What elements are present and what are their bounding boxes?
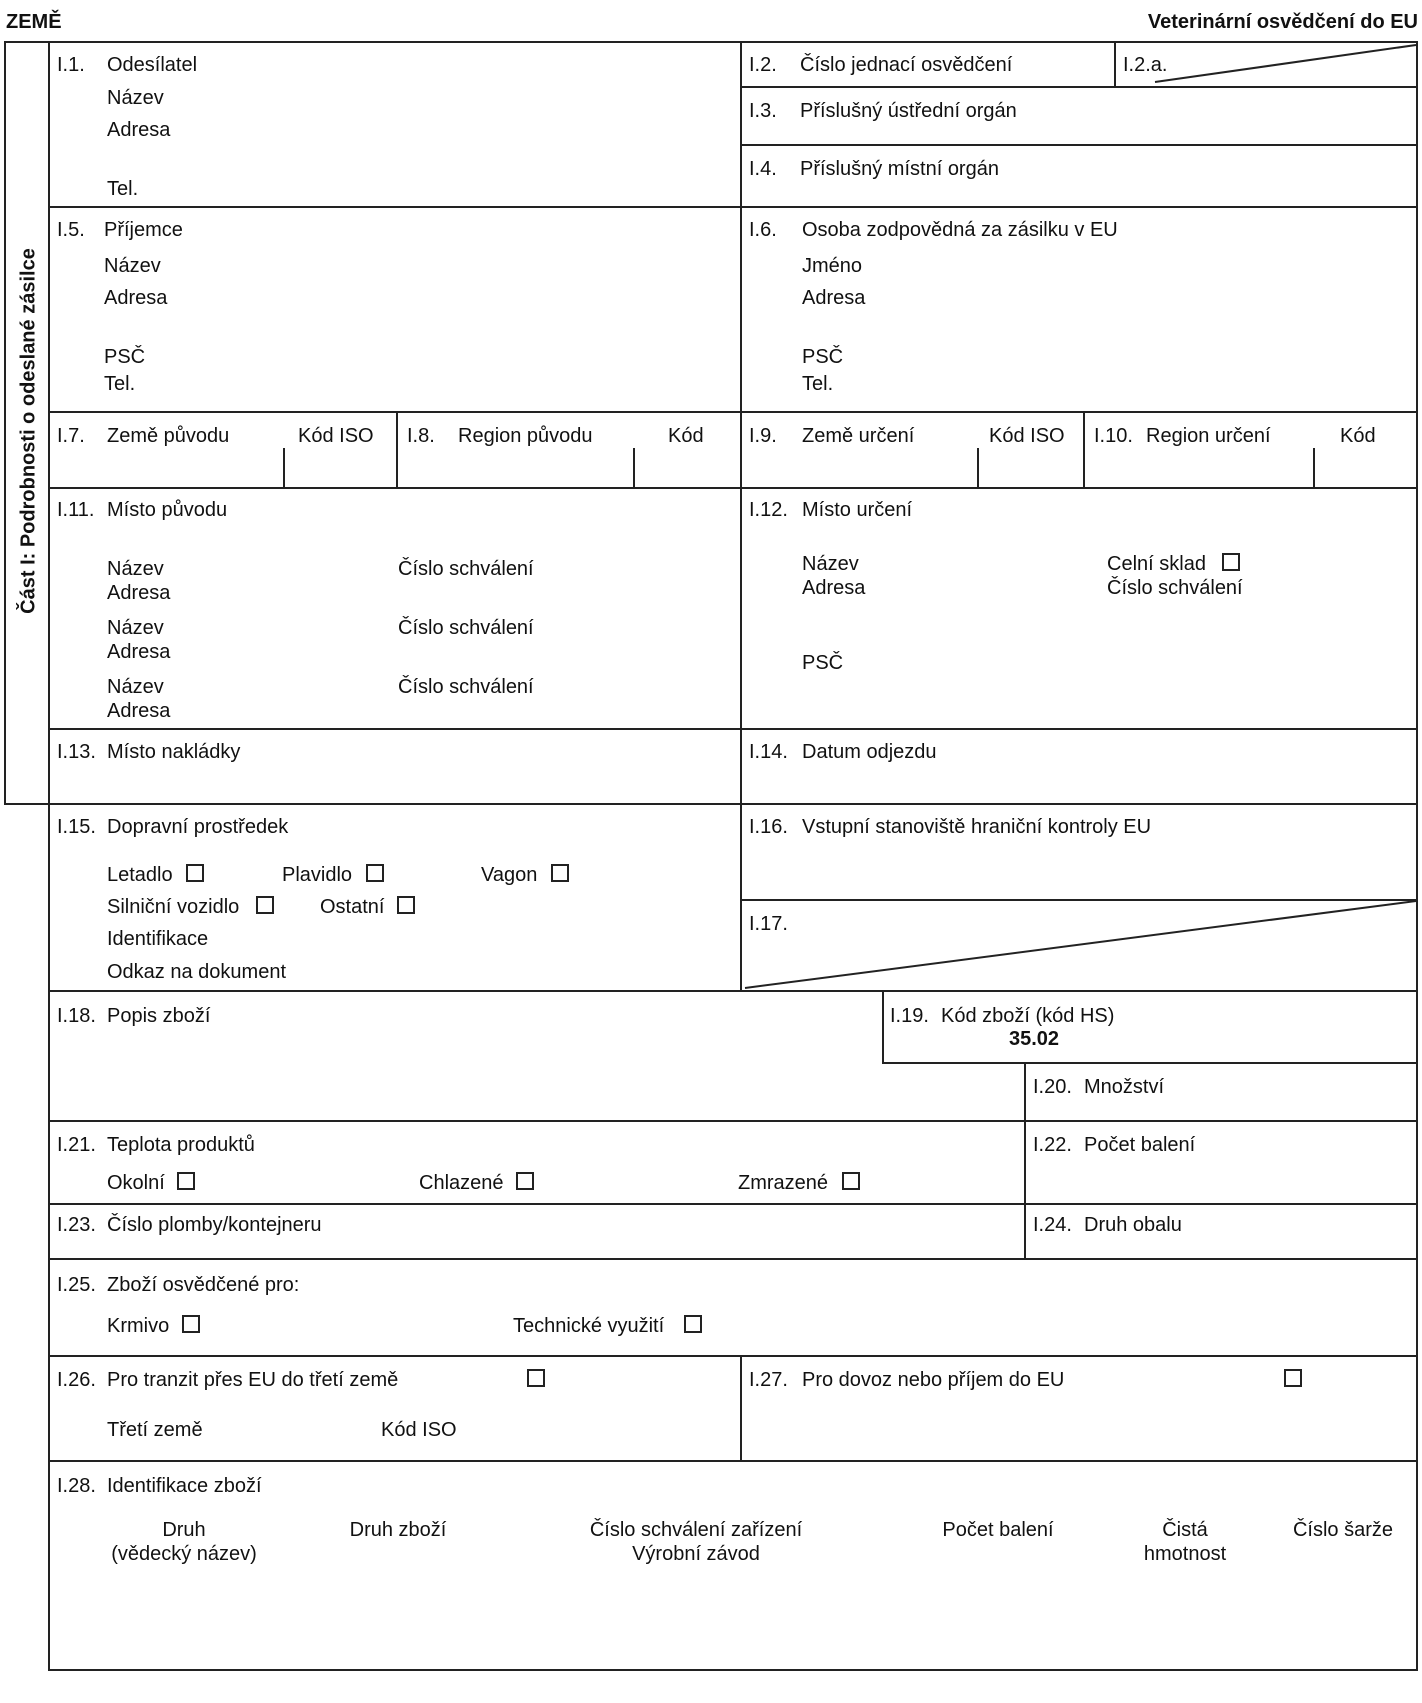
part-one-side-label: Část I: Podrobnosti o odeslané zásilce xyxy=(17,248,40,614)
ship-checkbox[interactable] xyxy=(366,864,384,882)
commodity-code-value: 35.02 xyxy=(1009,1028,1060,1050)
col-approval: Číslo schválení zařízení xyxy=(589,1519,803,1541)
import-checkbox[interactable] xyxy=(1284,1369,1302,1387)
airplane-checkbox[interactable] xyxy=(186,864,204,882)
chilled-checkbox[interactable] xyxy=(516,1172,534,1190)
other-transport-checkbox[interactable] xyxy=(397,896,415,914)
col-species-sub: (vědecký název) xyxy=(111,1543,257,1565)
header-certificate-title: Veterinární osvědčení do EU xyxy=(1147,11,1418,33)
customs-warehouse-checkbox[interactable] xyxy=(1222,553,1240,571)
col-packages: Počet balení xyxy=(942,1519,1054,1541)
transit-checkbox[interactable] xyxy=(527,1369,545,1387)
road-vehicle-checkbox[interactable] xyxy=(256,896,274,914)
header-country: ZEMĚ xyxy=(6,11,62,33)
col-species: Druh xyxy=(162,1519,206,1541)
technical-use-checkbox[interactable] xyxy=(684,1315,702,1333)
frozen-checkbox[interactable] xyxy=(842,1172,860,1190)
ambient-checkbox[interactable] xyxy=(177,1172,195,1190)
wagon-checkbox[interactable] xyxy=(551,864,569,882)
feed-checkbox[interactable] xyxy=(182,1315,200,1333)
col-net-sub: hmotnost xyxy=(1143,1543,1227,1565)
col-batch: Číslo šarže xyxy=(1292,1519,1394,1541)
col-commodity: Druh zboží xyxy=(349,1519,447,1541)
col-net: Čistá xyxy=(1162,1519,1208,1541)
col-approval-sub: Výrobní závod xyxy=(632,1543,760,1565)
